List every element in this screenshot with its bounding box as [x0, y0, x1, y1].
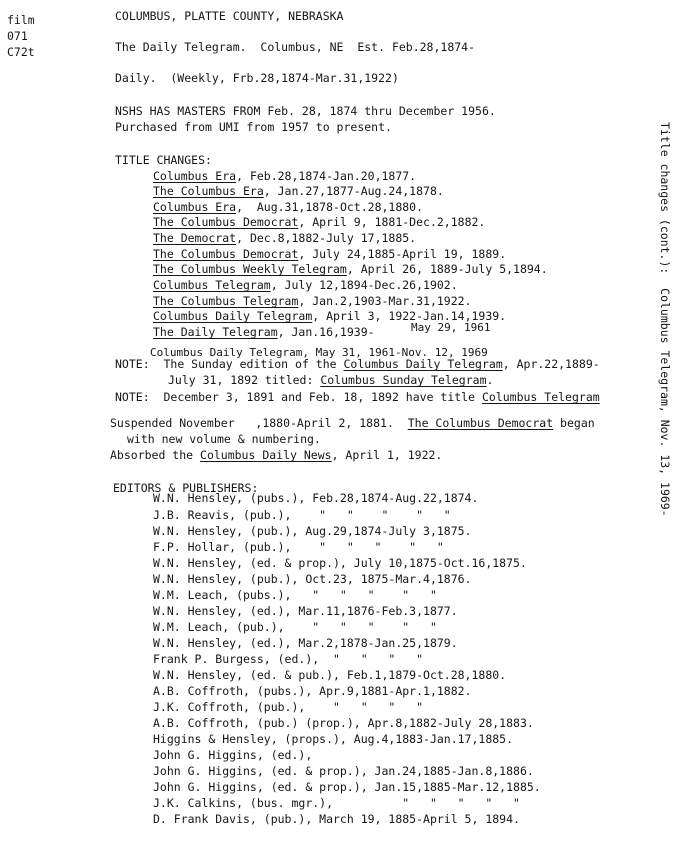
note-label: NOTE:: [115, 390, 150, 404]
editor-entry: W.N. Hensley, (ed.), Mar.11,1876-Feb.3,1877.: [153, 604, 458, 618]
editor-entry: A.B. Coffroth, (pub.) (prop.), Apr.8,1882-July 28,1883.: [153, 716, 534, 730]
title-change-dates: , Aug.31,1878-Oct.28,1880.: [236, 200, 424, 214]
note-title: Columbus Daily Telegram: [343, 357, 503, 371]
title-change-dates: , Jan.27,1877-Aug.24,1878.: [263, 184, 444, 198]
editor-entry: W.N. Hensley, (ed.), Mar.2,1878-Jan.25,1879.: [153, 636, 458, 650]
title-change-entry: [153, 171, 416, 183]
call-number-line: film: [7, 13, 35, 27]
note-sunday-edition-cont: [168, 375, 493, 387]
call-number-line: C72t: [7, 45, 35, 59]
editor-entry: W.N. Hensley, (pub.), Oct.23, 1875-Mar.4,1876.: [153, 572, 472, 586]
note-text: .: [486, 373, 494, 387]
title-statement: The Daily Telegram. Columbus, NE Est. Feb.28,1874-: [115, 40, 476, 54]
editor-entry: J.K. Coffroth, (pub.), " " " ": [153, 700, 424, 714]
note-title: Columbus Daily News: [200, 448, 332, 462]
title-change-title: The Democrat: [153, 231, 237, 245]
place-heading: COLUMBUS, PLATTE COUNTY, NEBRASKA: [115, 9, 344, 23]
note-title: Columbus Sunday Telegram: [320, 373, 487, 387]
title-change-entry: [153, 327, 375, 339]
editor-entry: J.B. Reavis, (pub.), " " " " ": [153, 508, 451, 522]
title-change-title: Columbus Era: [153, 169, 237, 183]
title-change-dates: , April 26, 1889-July 5,1894.: [346, 262, 548, 276]
title-change-entry: [153, 186, 444, 198]
title-change-entry: [153, 296, 472, 308]
title-change-dates: , July 12,1894-Dec.26,1902.: [270, 278, 458, 292]
editor-entry: F.P. Hollar, (pub.), " " " " ": [153, 540, 444, 554]
editor-entry: W.N. Hensley, (pub.), Aug.29,1874-July 3,1875.: [153, 524, 472, 538]
editor-entry: W.N. Hensley, (ed. & pub.), Feb.1,1879-Oct.28,1880.: [153, 668, 507, 682]
note-text: Suspended November ,1880-April 2, 1881.: [110, 416, 408, 430]
call-number: [7, 12, 35, 60]
side-note-title-changes: Title changes (cont.): Columbus Telegram, Nov. 13, 1969-: [658, 122, 672, 517]
note-text: , Apr.22,1889-: [502, 357, 600, 371]
note-text: began: [553, 416, 595, 430]
note-title-variant: [115, 392, 600, 404]
editor-entry: W.N. Hensley, (pubs.), Feb.28,1874-Aug.22,1874.: [153, 491, 479, 505]
title-change-entry: [153, 217, 485, 229]
title-change-dates: , July 24,1885-April 19, 1889.: [298, 247, 507, 261]
holdings-purchased: Purchased from UMI from 1957 to present.: [115, 120, 392, 134]
editor-entry: Frank P. Burgess, (ed.), " " " ": [153, 652, 424, 666]
title-change-title: The Columbus Democrat: [153, 215, 299, 229]
title-change-dates: , Jan.16,1939-: [277, 325, 375, 339]
editor-entry: Higgins & Hensley, (props.), Aug.4,1883-Jan.17,1885.: [153, 732, 514, 746]
absorbed-statement: [110, 450, 442, 462]
title-change-title: Columbus Era: [153, 200, 237, 214]
title-change-dates: , Dec.8,1882-July 17,1885.: [236, 231, 417, 245]
note-text: July 31, 1892 titled:: [168, 373, 321, 387]
title-change-title: The Columbus Democrat: [153, 247, 299, 261]
title-change-title: The Columbus Era: [153, 184, 264, 198]
editor-entry: W.M. Leach, (pubs.), " " " " ": [153, 588, 437, 602]
editor-entry: J.K. Calkins, (bus. mgr.), " " " " ": [153, 796, 520, 810]
title-change-dates: , April 9, 1881-Dec.2,1882.: [298, 215, 486, 229]
title-change-dates: , Jan.2,1903-Mar.31,1922.: [298, 294, 472, 308]
editor-entry: John G. Higgins, (ed.),: [153, 748, 313, 762]
editor-entry: W.N. Hensley, (ed. & prop.), July 10,1875-Oct.16,1875.: [153, 556, 527, 570]
note-text: , April 1, 1922.: [331, 448, 443, 462]
editor-entry: A.B. Coffroth, (pubs.), Apr.9,1881-Apr.1,1882.: [153, 684, 472, 698]
editor-entry: John G. Higgins, (ed. & prop.), Jan.15,1885-Mar.12,1885.: [153, 780, 541, 794]
editor-entry: D. Frank Davis, (pub.), March 19, 1885-April 5, 1894.: [153, 812, 520, 826]
frequency-statement: Daily. (Weekly, Frb.28,1874-Mar.31,1922): [115, 71, 399, 85]
editor-entry: John G. Higgins, (ed. & prop.), Jan.24,1885-Jan.8,1886.: [153, 764, 534, 778]
holdings-masters: NSHS HAS MASTERS FROM Feb. 28, 1874 thru December 1956.: [115, 104, 496, 118]
editors-heading: EDITORS & PUBLISHERS:: [113, 481, 259, 495]
note-sunday-edition: [115, 359, 600, 371]
note-text: The Sunday edition of the: [149, 357, 344, 371]
handwritten-end-date: May 29, 1961: [411, 321, 491, 334]
suspension-statement: [110, 418, 595, 430]
typed-title-addition: Columbus Daily Telegram, May 31, 1961-Nov. 12, 1969: [150, 346, 488, 359]
title-change-dates: , Feb.28,1874-Jan.20,1877.: [236, 169, 417, 183]
note-title: Columbus Telegram: [481, 390, 600, 404]
call-number-line: 071: [7, 29, 28, 43]
title-change-title: Columbus Telegram: [153, 278, 271, 292]
note-text: Absorbed the: [110, 448, 201, 462]
title-changes-heading: TITLE CHANGES:: [115, 153, 212, 167]
title-change-dates: , April 3, 1922-Jan.14,1939.: [312, 309, 507, 323]
note-text: December 3, 1891 and Feb. 18, 1892 have title: [149, 390, 482, 404]
title-change-title: The Daily Telegram: [153, 325, 278, 339]
title-change-entry: [153, 264, 548, 276]
note-label: NOTE:: [115, 357, 150, 371]
title-change-entry: [153, 233, 416, 245]
note-title: The Columbus Democrat: [407, 416, 554, 430]
suspension-statement-cont: with new volume & numbering.: [127, 432, 321, 446]
title-change-title: The Columbus Weekly Telegram: [153, 262, 347, 276]
title-change-entry: [153, 280, 458, 292]
title-change-entry: [153, 202, 423, 214]
title-change-title: The Columbus Telegram: [153, 294, 299, 308]
editor-entry: W.M. Leach, (pub.), " " " " ": [153, 620, 437, 634]
title-change-title: Columbus Daily Telegram: [153, 309, 313, 323]
title-change-entry: [153, 249, 506, 261]
